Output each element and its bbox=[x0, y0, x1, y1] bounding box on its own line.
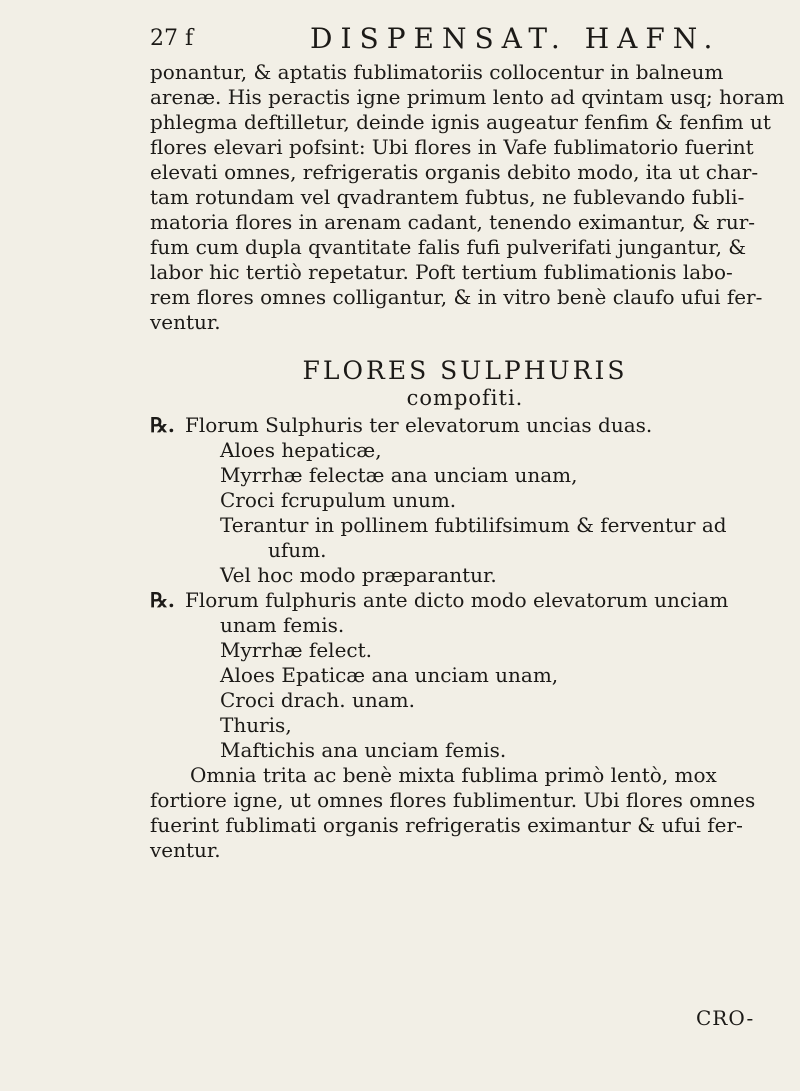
catchword: CRO- bbox=[696, 1006, 755, 1030]
ingredient-line: Thuris, bbox=[220, 713, 292, 737]
recipe-one-ingredients bbox=[150, 438, 780, 588]
ingredient-line: Croci drach. unam. bbox=[220, 688, 415, 712]
text-line: rem flores omnes colligantur, & in vitro benè claufo ufui fer- bbox=[150, 285, 763, 309]
recipe-two-ingredients bbox=[150, 613, 780, 763]
recipe-two bbox=[150, 588, 780, 763]
ingredient-line: Myrrhæ felect. bbox=[220, 638, 373, 662]
page-header bbox=[150, 22, 770, 62]
text-line: phlegma deftilletur, deinde ignis augeatur fenfim & fenfim ut bbox=[150, 110, 771, 134]
ingredient-line: Vel hoc modo præparantur. bbox=[220, 563, 497, 587]
ingredient-line: Maftichis ana unciam femis. bbox=[220, 738, 507, 762]
recipe-one-first-line bbox=[150, 413, 780, 438]
text-line: ponantur, & aptatis fublimatoriis collocentur in balneum bbox=[150, 60, 724, 84]
text-line: labor hic tertiò repetatur. Poft tertium fublimationis labo- bbox=[150, 260, 733, 284]
text-line: tam rotundam vel qvadrantem fubtus, ne fublevando fubli- bbox=[150, 185, 745, 209]
body-text bbox=[150, 60, 785, 863]
ingredient-line: Myrrhæ felectæ ana unciam unam, bbox=[220, 463, 578, 487]
text-line: fuerint fublimati organis refrigeratis eximantur & ufui fer- bbox=[150, 813, 743, 837]
text-line: ventur. bbox=[150, 310, 221, 334]
recipe-one-first-line-text: Florum Sulphuris ter elevatorum uncias duas. bbox=[185, 413, 653, 437]
ingredient-line: Aloes Epaticæ ana unciam unam, bbox=[220, 663, 559, 687]
ingredient-line: unam femis. bbox=[220, 613, 345, 637]
recipe-two-first-line bbox=[150, 588, 780, 613]
ingredient-line: Terantur in pollinem fubtilifsimum & ferventur ad bbox=[220, 513, 727, 537]
ingredient-line: Aloes hepaticæ, bbox=[220, 438, 382, 462]
section-subtitle: compofiti. bbox=[406, 386, 524, 410]
recipe-symbol: ℞. bbox=[150, 413, 175, 437]
text-line: ventur. bbox=[150, 838, 221, 862]
text-line: Omnia trita ac benè mixta fublima primò lentò, mox bbox=[190, 763, 717, 787]
recipe-symbol: ℞. bbox=[150, 588, 175, 612]
closing-paragraph bbox=[150, 763, 780, 863]
text-line: flores elevari pofsint: Ubi flores in Vafe fublimatorio fuerint bbox=[150, 135, 754, 159]
intro-paragraph bbox=[150, 60, 785, 335]
text-line: fum cum dupla qvantitate falis fufi pulverifati jungantur, & bbox=[150, 235, 747, 259]
text-line: matoria flores in arenam cadant, tenendo eximantur, & rur- bbox=[150, 210, 756, 234]
text-line: elevati omnes, refrigeratis organis debito modo, ita ut char- bbox=[150, 160, 759, 184]
page-number: 27 f bbox=[150, 26, 194, 51]
recipe-two-first-line-text: Florum fulphuris ante dicto modo elevatorum unciam bbox=[185, 588, 729, 612]
section-title: FLORES SULPHURIS bbox=[302, 356, 628, 385]
ingredient-line: ufum. bbox=[268, 538, 327, 562]
text-line: fortiore igne, ut omnes flores fublimentur. Ubi flores omnes bbox=[150, 788, 756, 812]
running-head: DISPENSAT. HAFN. bbox=[310, 22, 721, 55]
ingredient-line: Croci fcrupulum unum. bbox=[220, 488, 457, 512]
recipe-one bbox=[150, 413, 780, 588]
text-line: arenæ. His peractis igne primum lento ad qvintam usq; horam bbox=[150, 85, 785, 109]
